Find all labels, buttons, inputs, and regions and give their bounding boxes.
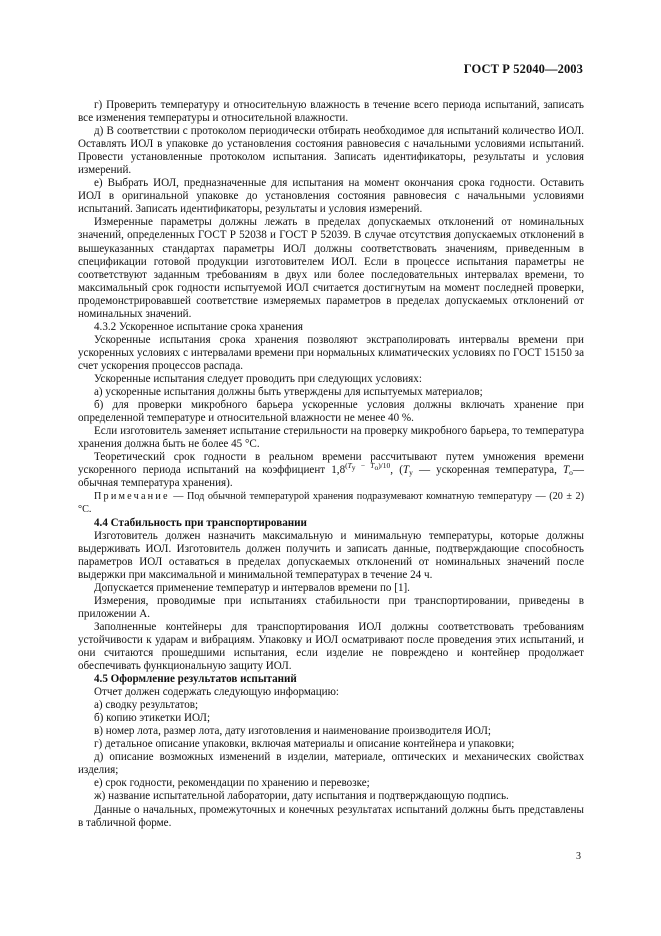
note — [78, 490, 584, 516]
document-body — [78, 99, 584, 830]
paragraph: е) Выбрать ИОЛ, предназначенные для испытания на момент окончания срока годности. Оставить ИОЛ в оригинальной упаковке до установления состояния равновесия с начальными условиями испытаний. Записать идентификаторы, результаты и условия измерений. — [78, 177, 584, 216]
note-text: — Под обычной температурой хранения подразумевают комнатную температуру — (20 ± 2) °С. — [78, 491, 584, 516]
paragraph: Если изготовитель заменяет испытание стерильности на проверку микробного барьера, то температура хранения должна быть не более 45 °С. — [78, 425, 584, 451]
paragraph: г) Проверить температуру и относительную влажность в течение всего периода испытаний, записать все изменения температуры и относительной влажности. — [78, 99, 584, 125]
paragraph: Изготовитель должен назначить максимальную и минимальную температуры, которые должны выдерживать ИОЛ. Изготовитель должен получить и записать данные, подтверждающие способность параметров ИОЛ оставаться в пределах допускаемых отклонений от номинальных значений после выдержки при максимальной и минимальной температурах в течение 24 ч. — [78, 529, 584, 581]
list-item: а) ускоренные испытания должны быть утверждены для испытуемых материалов; — [94, 386, 483, 399]
list-item: а) сводку результатов; — [94, 699, 199, 712]
document-header: ГОСТ Р 52040—2003 — [463, 62, 583, 76]
paragraph: Измеренные параметры должны лежать в пределах допускаемых отклонений от номинальных значений, определенных ГОСТ Р 52038 и ГОСТ Р 52039. В случае отсутствия допускаемых отклонений в вышеуказанных стандартах параметры ИОЛ должны соответствовать значениям, приведенным в спецификации готовой продукции изготовителем ИОЛ. Если в процессе испытания параметры не соответствуют заданным требованиям в двух или более последовательных интервалах времени, то максимальный срок годности испытуемой ИОЛ считается достигнутым на момент последней проверки, продемонстрировавшей соответствие измеряемых параметров в пределах допускаемых отклонений от номинальных значений. — [78, 216, 584, 320]
formula-exponent: (Tу − Tо)/10 — [345, 461, 391, 473]
list-item: д) описание возможных изменений в изделии, материале, оптических и механических свойствах изделия; — [78, 751, 584, 777]
list-item: ж) название испытательной лаборатории, дату испытания и подтверждающую подпись. — [94, 790, 509, 803]
paragraph: Ускоренные испытания следует проводить при следующих условиях: — [94, 372, 422, 385]
paragraph: Заполненные контейнеры для транспортирования ИОЛ должны соответствовать требованиям устойчивости к ударам и вибрациям. Упаковку и ИОЛ осматривают после проведения этих испытаний, и они считаются прошедшими испытания, если изделие не повреждено и контейнер продолжает обеспечивать функциональную защиту ИОЛ. — [78, 620, 584, 673]
page-number: 3 — [576, 851, 581, 862]
list-item: в) номер лота, размер лота, дату изготовления и наименование производителя ИОЛ; — [94, 725, 491, 738]
list-item: б) копию этикетки ИОЛ; — [94, 712, 211, 725]
paragraph: д) В соответствии с протоколом периодически отбирать необходимое для испытаний количество ИОЛ. Оставлять ИОЛ в упаковке до установления состояния равновесия с начальными условиями испытаний. Провести установленные протоколом испытания. Записать идентификаторы, результаты и условия измерений. — [78, 125, 584, 177]
list-item: г) детальное описание упаковки, включая материалы и описание контейнера и упаковки; — [94, 738, 515, 751]
section-heading-4-3-2: 4.3.2 Ускоренное испытание срока хранения — [94, 320, 304, 333]
paragraph: Ускоренные испытания срока хранения позволяют экстраполировать интервалы времени при ускоренных условиях с интервалами времени при нормальных климатических условиях по ГОСТ 15150 за счет ускорения процессов распада. — [78, 333, 584, 372]
paragraph: Данные о начальных, промежуточных и конечных результатах испытаний должны быть представлены в табличной форме. — [78, 803, 584, 829]
section-heading-4-5: 4.5 Оформление результатов испытаний — [94, 673, 297, 686]
section-heading-4-4: 4.4 Стабильность при транспортировании — [94, 516, 307, 529]
formula-paragraph: Теоретический срок годности в реальном времени рассчитывают путем умножения времени ускоренного периода испытаний на коэффициент $1,8^{(T_у - T_о)/10}$, ($T_у$ — ускоренная температура, $T_о—$ обычная температура хранения). — [78, 451, 585, 490]
paragraph: Допускается применение температур и интервалов времени по [1]. — [94, 581, 410, 594]
list-item: е) срок годности, рекомендации по хранению и перевозке; — [94, 777, 370, 790]
paragraph: Измерения, проводимые при испытаниях стабильности при транспортировании, приведены в приложении А. — [78, 594, 584, 620]
note-label: Примечание — [94, 491, 170, 503]
paragraph: Отчет должен содержать следующую информацию: — [94, 686, 339, 699]
list-item: б) для проверки микробного барьера ускоренные условия должны включать хранение при определенной температуре и относительной влажности не менее 40 %. — [78, 399, 584, 425]
